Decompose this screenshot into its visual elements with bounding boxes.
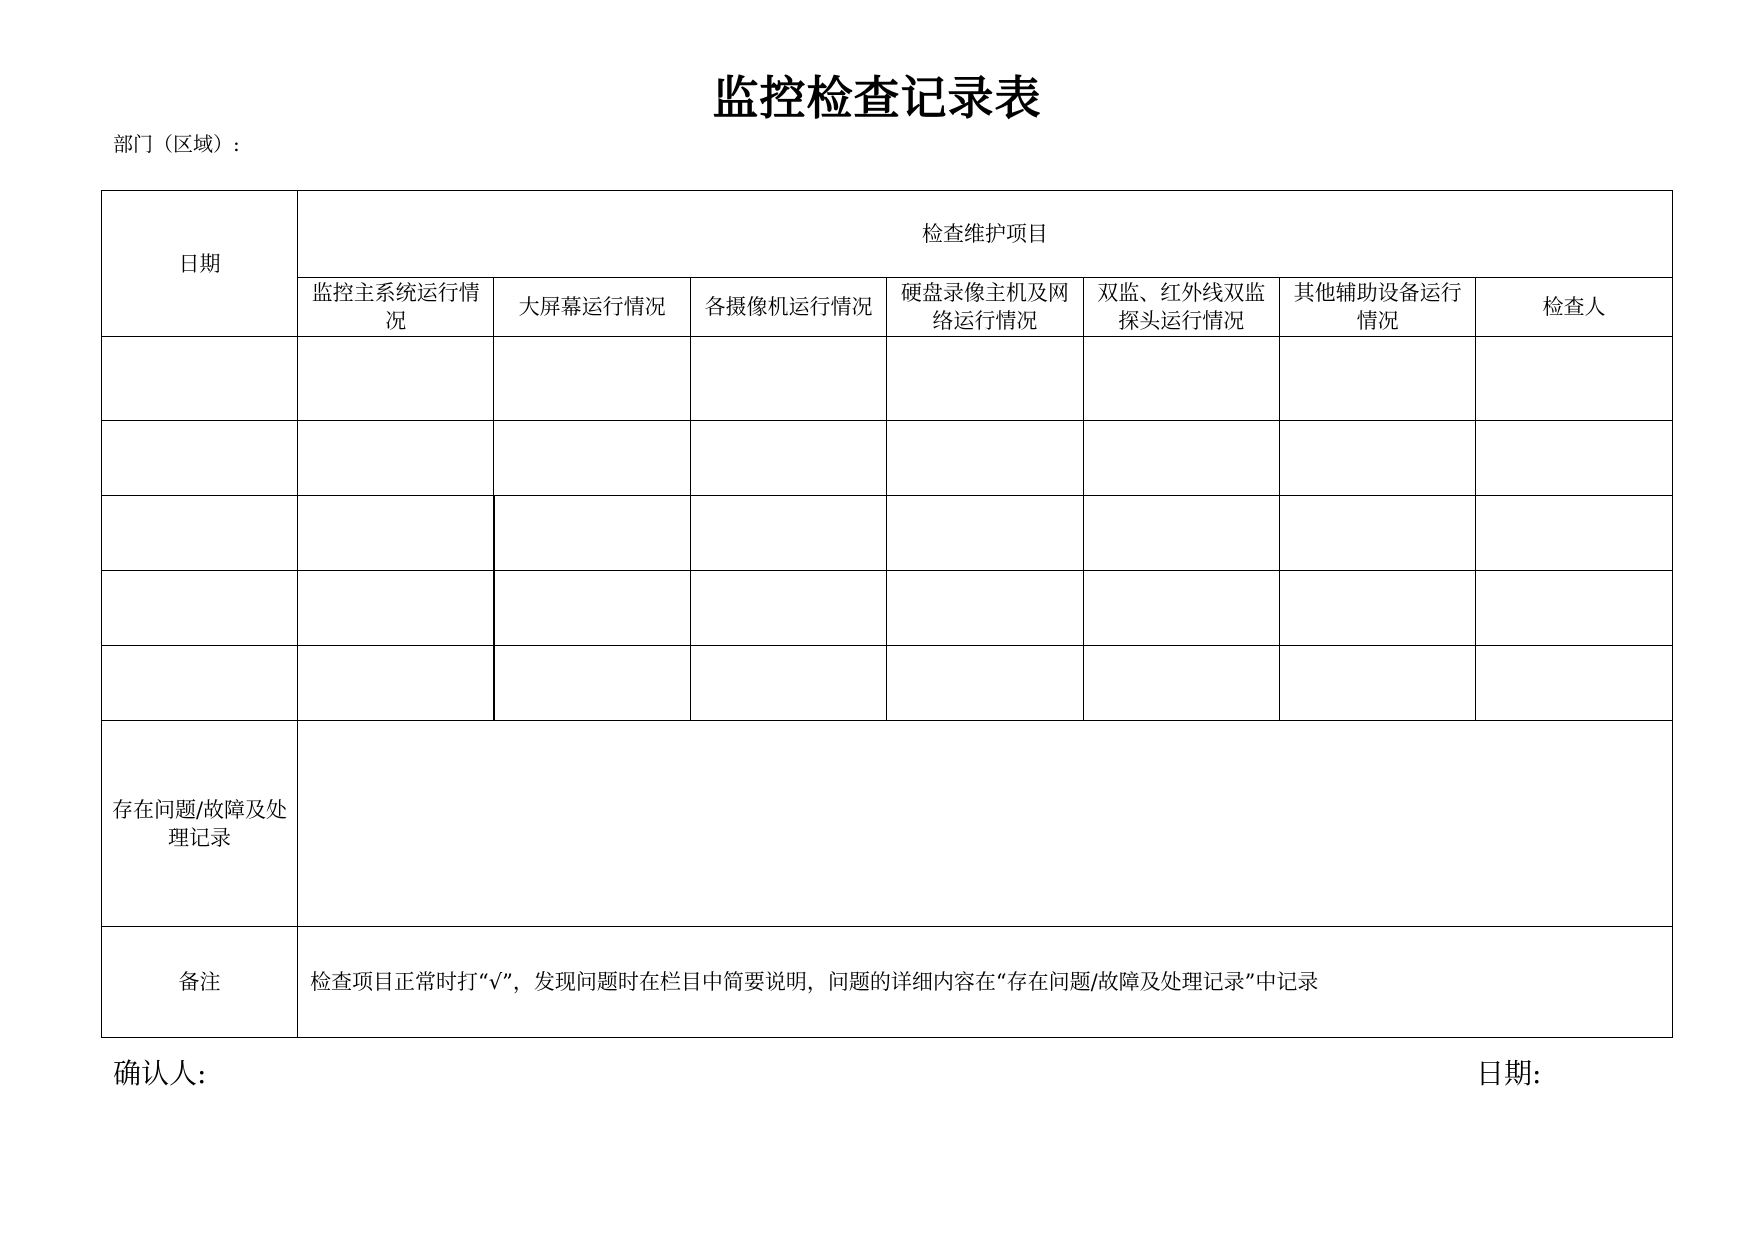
table-row xyxy=(102,337,1673,421)
table-cell[interactable] xyxy=(1476,646,1672,721)
table-cell[interactable] xyxy=(690,571,886,646)
table-cell[interactable] xyxy=(1476,421,1672,496)
table-cell[interactable] xyxy=(102,337,298,421)
table-cell[interactable] xyxy=(1279,337,1475,421)
column-header: 大屏幕运行情况 xyxy=(494,278,690,337)
group-header: 检查维护项目 xyxy=(298,191,1673,278)
table-cell[interactable] xyxy=(102,646,298,721)
table-cell[interactable] xyxy=(102,571,298,646)
table-cell[interactable] xyxy=(1279,571,1475,646)
table-cell[interactable] xyxy=(298,496,494,571)
date-header: 日期 xyxy=(102,191,298,337)
column-header: 检查人 xyxy=(1476,278,1672,337)
table-row xyxy=(102,496,1673,571)
table-cell[interactable] xyxy=(1083,337,1279,421)
table-cell[interactable] xyxy=(690,646,886,721)
table-cell[interactable] xyxy=(1083,496,1279,571)
column-header: 双监、红外线双监探头运行情况 xyxy=(1083,278,1279,337)
table-row xyxy=(102,421,1673,496)
table-cell[interactable] xyxy=(690,496,886,571)
table-cell[interactable] xyxy=(494,646,690,721)
table-cell[interactable] xyxy=(1083,571,1279,646)
table-cell[interactable] xyxy=(1279,496,1475,571)
remark-label: 备注 xyxy=(102,927,298,1038)
table-cell[interactable] xyxy=(887,421,1083,496)
table-cell[interactable] xyxy=(1083,421,1279,496)
department-label: 部门（区域）: xyxy=(113,132,240,156)
table-cell[interactable] xyxy=(298,421,494,496)
remark-text: 检查项目正常时打“√”，发现问题时在栏目中简要说明，问题的详细内容在“存在问题/故障及处理记录”中记录 xyxy=(298,927,1673,1038)
column-header: 监控主系统运行情况 xyxy=(298,278,494,337)
table-cell[interactable] xyxy=(887,646,1083,721)
inspection-record-table xyxy=(101,190,1673,1038)
table-cell[interactable] xyxy=(1476,496,1672,571)
table-cell[interactable] xyxy=(1476,571,1672,646)
issue-record-label: 存在问题/故障及处理记录 xyxy=(102,721,298,927)
column-header: 硬盘录像主机及网络运行情况 xyxy=(887,278,1083,337)
issue-record-cell[interactable] xyxy=(298,721,1673,927)
document-title: 监控检查记录表 xyxy=(712,71,1042,125)
table-cell[interactable] xyxy=(1279,646,1475,721)
table-row xyxy=(102,571,1673,646)
table-cell[interactable] xyxy=(887,571,1083,646)
table-cell[interactable] xyxy=(494,337,690,421)
table-cell[interactable] xyxy=(102,496,298,571)
column-header: 其他辅助设备运行情况 xyxy=(1279,278,1475,337)
table-cell[interactable] xyxy=(102,421,298,496)
confirmer-label: 确认人: xyxy=(113,1057,207,1090)
table-cell[interactable] xyxy=(494,496,690,571)
table-cell[interactable] xyxy=(887,337,1083,421)
table-cell[interactable] xyxy=(494,571,690,646)
table-cell[interactable] xyxy=(298,337,494,421)
table-cell[interactable] xyxy=(1476,337,1672,421)
table-cell[interactable] xyxy=(690,337,886,421)
column-header: 各摄像机运行情况 xyxy=(690,278,886,337)
table-cell[interactable] xyxy=(494,421,690,496)
footer-date-label: 日期: xyxy=(1476,1057,1542,1090)
table-cell[interactable] xyxy=(298,646,494,721)
table-cell[interactable] xyxy=(298,571,494,646)
table-cell[interactable] xyxy=(690,421,886,496)
table-cell[interactable] xyxy=(1083,646,1279,721)
table-row xyxy=(102,646,1673,721)
table-cell[interactable] xyxy=(1279,421,1475,496)
table-cell[interactable] xyxy=(887,496,1083,571)
